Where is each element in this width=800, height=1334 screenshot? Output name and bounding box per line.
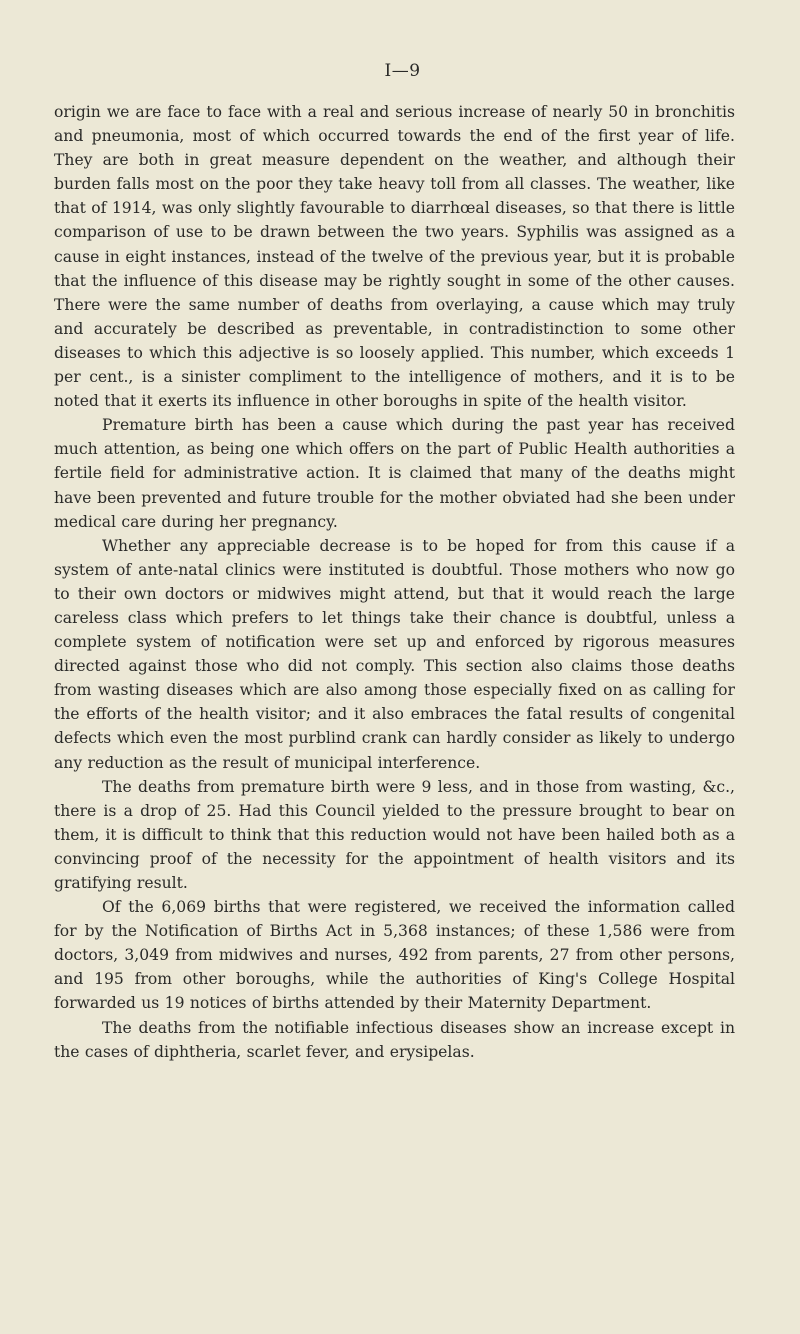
- page-number: I—9: [384, 61, 421, 81]
- paragraph-premature-birth: Premature birth has been a cause which during the past year has received much attention, as being one which offers on the part of Public Health authorities a fertile field for administrative action. It is claimed that many of the deaths might have been prevented and future trouble for the mother obviated had she been under medical care during her pregnancy.: [54, 416, 735, 531]
- paragraph-births-notification: Of the 6,069 births that were registered, we received the information called for by the Notification of Births Act in 5,368 instances; of these 1,586 were from doctors, 3,049 from midwives and nurses, 492 from parents, 27 from other persons, and 195 from other boroughs, while the authorities of King's College Hospital forwarded us 19 notices of births attended by their Maternity Department.: [54, 898, 735, 1013]
- paragraph-deaths-reduction: The deaths from premature birth were 9 less, and in those from wasting, &c., there is a drop of 25. Had this Council yielded to the pressure brought to bear on them, it is difficult to think that this reduction would not have been hailed both as a convincing proof of the necessity for the appointment of health visitors and its gratifying result.: [54, 777, 735, 892]
- paragraph-bronchitis: origin we are face to face with a real and serious increase of nearly 50 in bronchitis and pneumonia, most of which occurred towards the end of the first year of life. They are both in great measure dependent on the weather, and although their burden falls most on the poor they take heavy toll from all classes. The weather, like that of 1914, was only slightly favourable to diarrhœal diseases, so that there is little comparison of use to be drawn between the two years. Syphilis was assigned as a cause in eight instances, instead of the twelve of the previous year, but it is probable that the influence of this disease may be rightly sought in some of the other causes. There were the same number of deaths from overlaying, a cause which may truly and accurately be described as preventable, in contradistinction to some other diseases to which this adjective is so loosely applied. This number, which exceeds 1 per cent., is a sinister compliment to the intelligence of mothers, and it is to be noted that it exerts its influence in other boroughs in spite of the health visitor.: [54, 103, 735, 411]
- paragraph-infectious-diseases: The deaths from the notifiable infectious diseases show an increase except in the cases of diphtheria, scarlet fever, and erysipelas.: [54, 1018, 735, 1061]
- paragraph-ante-natal-clinics: Whether any appreciable decrease is to be hoped for from this cause if a system of ante-natal clinics were instituted is doubtful. Those mothers who now go to their own doctors or midwives might attend, but that it would reach the large careless class which prefers to let things take their chance is doubtful, unless a complete system of notification were set up and enforced by rigorous measures directed against those who did not comply. This section also claims those deaths from wasting diseases which are also among those especially fixed on as calling for the efforts of the health visitor; and it also embraces the fatal results of congenital defects which even the most purblind crank can hardly consider as likely to undergo any reduction as the result of municipal interference.: [54, 536, 735, 772]
